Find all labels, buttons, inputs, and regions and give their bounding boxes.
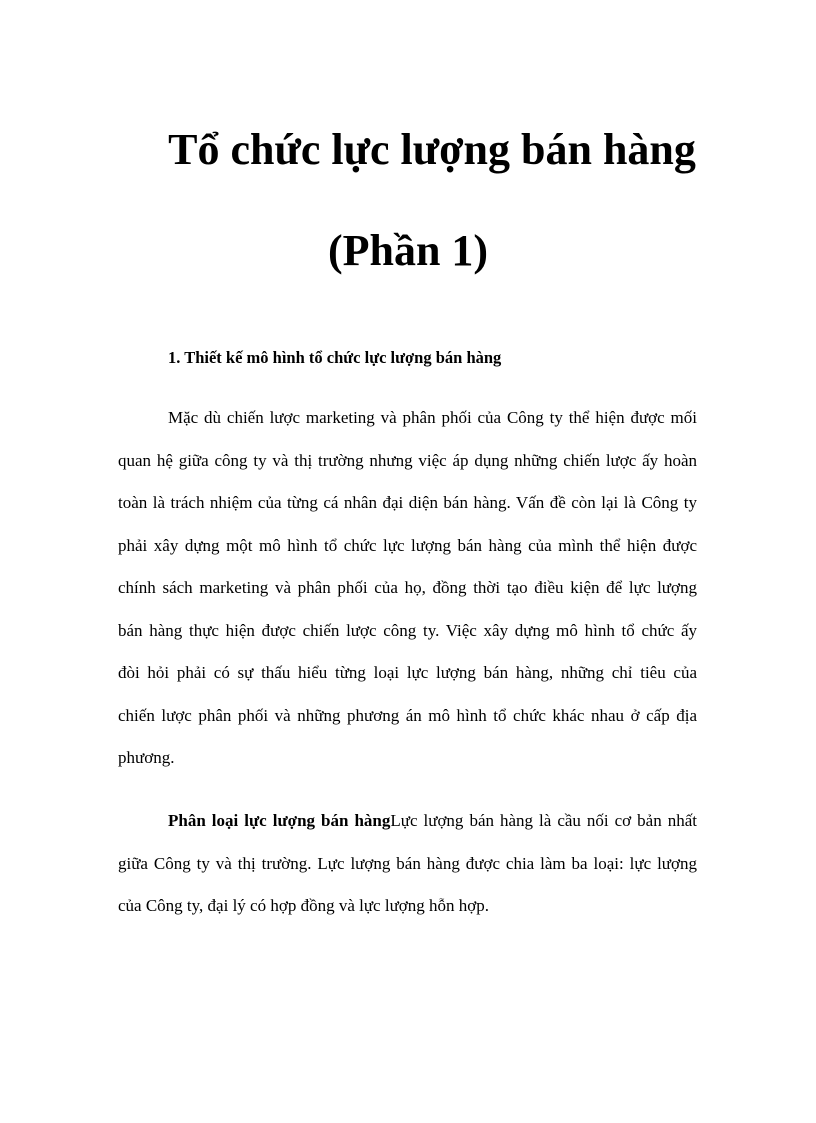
paragraph-line: phải xây dựng một mô hình tổ chức lực lượng bán hàng của mình thể hiện được <box>118 535 697 555</box>
paragraph-line: Mặc dù chiến lược marketing và phân phối của Công ty thể hiện được mối <box>168 408 697 427</box>
section-heading: 1. Thiết kế mô hình tổ chức lực lượng bán hàng <box>168 348 502 367</box>
paragraph-line: bán hàng thực hiện được chiến lược công ty. Việc xây dựng mô hình tổ chức ấy <box>118 620 697 640</box>
paragraph-intro <box>118 397 697 780</box>
paragraph-line: giữa Công ty và thị trường. Lực lượng bán hàng được chia làm ba loại: lực lượng <box>118 853 697 873</box>
paragraph-line: chính sách marketing và phân phối của họ, đồng thời tạo điều kiện để lực lượng <box>118 578 697 597</box>
paragraph-line <box>118 800 697 843</box>
document-title: Tổ chức lực lượng bán hàng <box>168 125 696 174</box>
paragraph-text: Lực lượng bán hàng là cầu nối cơ bản nhất <box>390 811 698 830</box>
paragraph-line: của Công ty, đại lý có hợp đồng và lực lượng hỗn hợp. <box>118 896 490 915</box>
paragraph-line: chiến lược phân phối và những phương án mô hình tổ chức khác nhau ở cấp địa <box>118 705 697 725</box>
paragraph-line: phương. <box>118 748 175 767</box>
paragraph-classification <box>118 800 697 928</box>
paragraph-line: đòi hỏi phải có sự thấu hiểu từng loại lực lượng bán hàng, những chỉ tiêu của <box>118 663 697 682</box>
document-subtitle: (Phần 1) <box>327 226 489 275</box>
paragraph-line: quan hệ giữa công ty và thị trường nhưng việc áp dụng những chiến lược ấy hoàn <box>118 450 697 470</box>
bold-lead-term: Phân loại lực lượng bán hàng <box>168 811 391 830</box>
paragraph-line: toàn là trách nhiệm của từng cá nhân đại diện bán hàng. Vấn đề còn lại là Công ty <box>118 493 697 512</box>
